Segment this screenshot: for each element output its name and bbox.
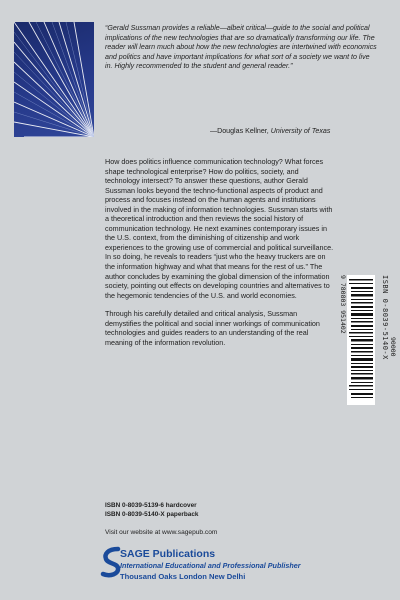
book-description <box>105 157 335 356</box>
barcode-isbn: ISBN 0-8039-5140-X <box>381 275 389 360</box>
isbn-list <box>105 502 335 519</box>
barcode-number: 9 780803 951402 <box>339 275 347 334</box>
isbn-paperback: ISBN 0-8039-5140-X paperback <box>105 510 199 518</box>
publisher-name: SAGE Publications <box>120 548 216 560</box>
isbn-hardcover: ISBN 0-8039-5139-6 hardcover <box>105 502 197 509</box>
endorser-affiliation: University of Texas <box>270 127 331 135</box>
publisher-cities: Thousand Oaks London New Delhi <box>120 572 246 581</box>
description-paragraph-2: Through his carefully detailed and critical analysis, Sussman demystifies the political and social inner workings of communication technologies and guides readers to an understanding of the real meaning of the information revolution. <box>105 309 320 347</box>
website-text: Visit our website at www.sagepub.com <box>105 529 218 536</box>
barcode-bars <box>347 275 375 405</box>
cover-art <box>14 22 94 137</box>
endorsement-attribution <box>210 127 390 135</box>
barcode-area <box>335 275 395 405</box>
starburst-graphic <box>14 22 94 137</box>
publisher-tagline: International Educational and Professional Publisher <box>120 561 301 570</box>
publisher-block <box>100 546 360 586</box>
endorsement-quote: “Gerald Sussman provides a reliable—albeit critical—guide to the social and political implications of the new technologies that are so dramatically transforming our life. The reader will learn much about how the new technologies are intertwined with economics and politics and have important implications for what sort of a society we want to live in. Highly recommended to the student and general reader.” <box>105 24 377 71</box>
price-code: 90000 <box>389 337 397 357</box>
barcode <box>347 275 375 405</box>
description-paragraph-1: How does politics influence communication technology? What forces shape technological enterprise? How do politics, society, and technology intersect? To answer these questions, author Gerald Sussman looks beyond the techno-functional aspects of product and process and focuses instead on the human agents and institutions involved in the making of information technologies. Sussman starts with a theoretical introduction and then reviews the social history of communication technology. He next examines contemporary issues in the U.S. context, from the diminishing of citizenship and work experiences to the growing use of commercial and political surveillance. In so doing, he reveals to readers “just who the heavy truckers are on the information highway and what that means for the rest of us.” The author concludes by examining the global dimension of the information society, pointing out effects on developing countries and alternatives to the hegemonic tendencies of the U.S. and world economies. <box>105 157 334 300</box>
endorser-name: —Douglas Kellner, <box>210 127 269 135</box>
